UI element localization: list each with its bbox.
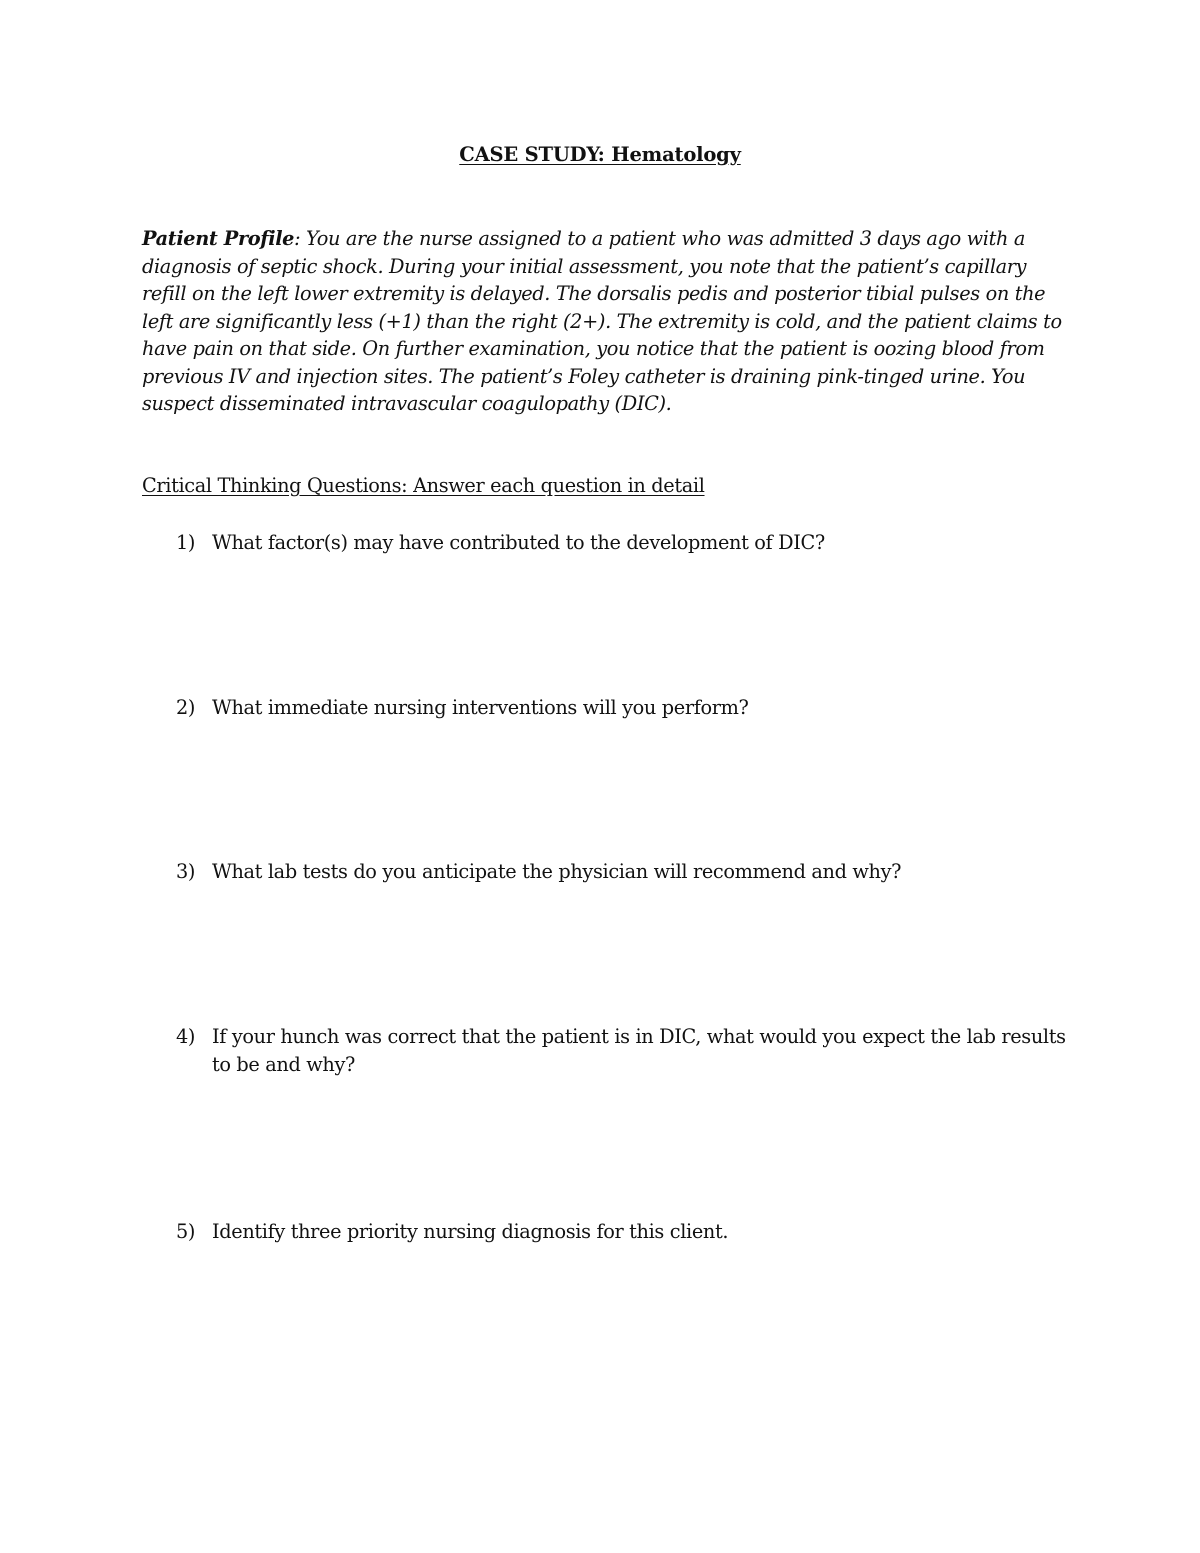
question-number: 5) [176, 1220, 196, 1243]
question-item [176, 1218, 1066, 1246]
question-item [176, 694, 1066, 722]
question-item [176, 529, 1066, 557]
questions-heading: Critical Thinking Questions: Answer each question in detail [142, 474, 705, 497]
question-text: Identify three priority nursing diagnosis for this client. [212, 1220, 729, 1243]
patient-profile-paragraph [142, 225, 1062, 418]
question-item [176, 1023, 1066, 1078]
question-text: What lab tests do you anticipate the physician will recommend and why? [212, 860, 902, 883]
question-number: 3) [176, 860, 196, 883]
question-text: What factor(s) may have contributed to the development of DIC? [212, 531, 825, 554]
patient-profile-text: : You are the nurse assigned to a patient who was admitted 3 days ago with a diagnosis of septic shock. During your initial assessment, you note that the patient’s capillary refill on the left lower extremity is delayed. The dorsalis pedis and posterior tibial pulses on the left are significantly less (+1) than the right (2+). The extremity is cold, and the patient claims to have pain on that side. On further examination, you notice that the patient is oozing blood from previous IV and injection sites. The patient’s Foley catheter is draining pink-tinged urine. You suspect disseminated intravascular coagulopathy (DIC). [142, 227, 1062, 415]
question-item [176, 858, 1066, 886]
patient-profile-label: Patient Profile [142, 227, 295, 250]
question-number: 4) [176, 1025, 196, 1048]
question-text: If your hunch was correct that the patient is in DIC, what would you expect the lab results to be and why? [212, 1025, 1066, 1076]
question-number: 1) [176, 531, 196, 554]
document-title: CASE STUDY: Hematology [459, 143, 741, 166]
question-text: What immediate nursing interventions will you perform? [212, 696, 749, 719]
question-number: 2) [176, 696, 196, 719]
